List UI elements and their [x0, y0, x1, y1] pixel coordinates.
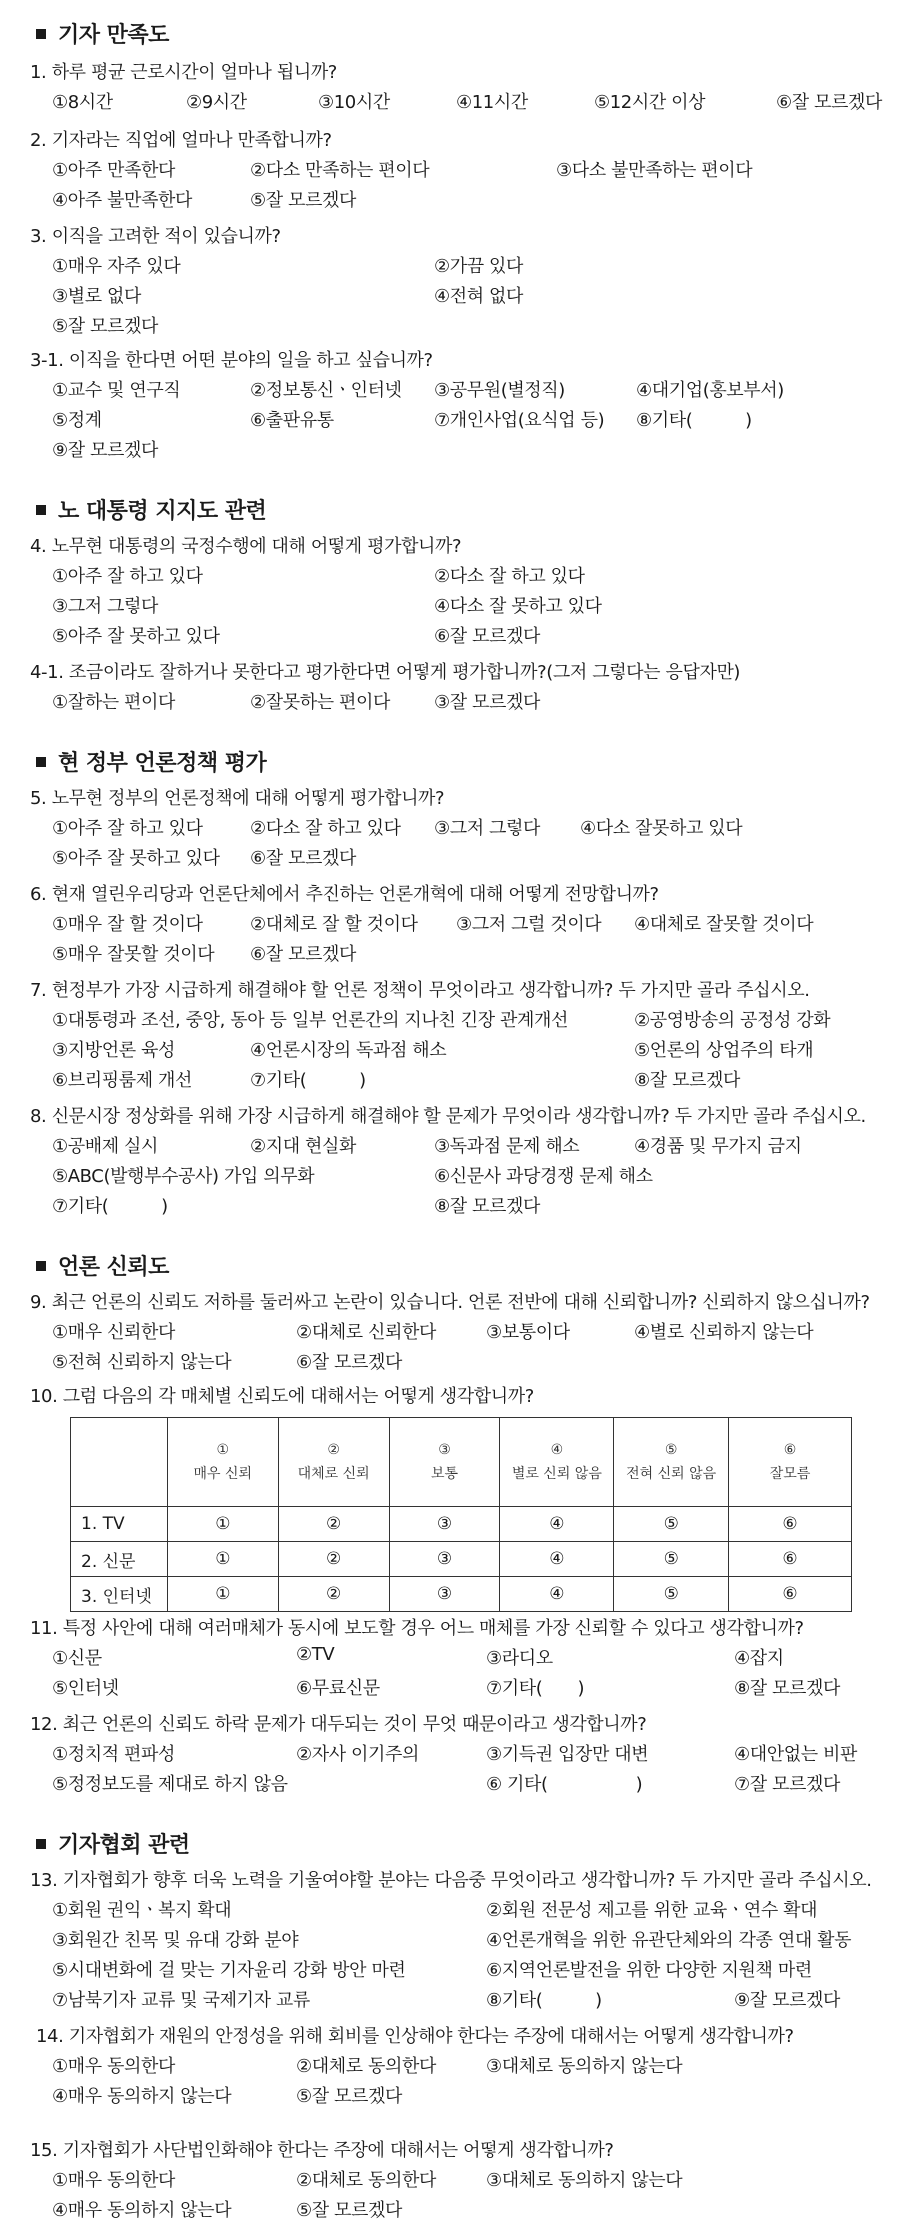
question-10: 10. 그럼 다음의 각 매체별 신뢰도에 대해서는 어떻게 생각합니까?	[30, 1386, 534, 1407]
q14-option[interactable]: ①매우 동의한다	[52, 2056, 175, 2077]
q3-option[interactable]: ③별로 없다	[52, 286, 142, 307]
q12-option[interactable]: ②자사 이기주의	[296, 1744, 419, 1765]
table-row	[71, 1577, 852, 1612]
col-header-3: ③ 보통	[389, 1418, 500, 1507]
col-header-2: ② 대체로 신뢰	[278, 1418, 389, 1507]
table-cell-mark[interactable]: ③	[389, 1507, 500, 1542]
q3-1-option[interactable]: ⑥출판유통	[250, 410, 334, 431]
q4-option[interactable]: ①아주 잘 하고 있다	[52, 566, 203, 587]
q12-option[interactable]: ③기득권 입장만 대변	[486, 1744, 649, 1765]
square-bullet-icon	[36, 757, 46, 767]
table-cell-mark[interactable]: ④	[500, 1542, 614, 1577]
q11-option[interactable]: ⑧잘 모르겠다	[734, 1678, 840, 1699]
q7-option[interactable]: ①대통령과 조선, 중앙, 동아 등 일부 언론간의 지나친 긴장 관계개선	[52, 1010, 568, 1031]
q13-option[interactable]: ②회원 전문성 제고를 위한 교육ㆍ연수 확대	[486, 1900, 818, 1921]
row-label-newspaper: 2. 신문	[71, 1542, 168, 1577]
table-cell-mark[interactable]: ⑥	[729, 1542, 852, 1577]
q3-1-option[interactable]: ⑦개인사업(요식업 등)	[434, 410, 605, 431]
row-label-tv: 1. TV	[71, 1507, 168, 1542]
question-13: 13. 기자협회가 향후 더욱 노력을 기울여야할 분야는 다음중 무엇이라고 생각합니까? 두 가지만 골라 주십시오.	[30, 1870, 872, 1891]
q8-option[interactable]: ⑤ABC(발행부수공사) 가입 의무화	[52, 1166, 315, 1187]
table-corner-cell	[71, 1418, 168, 1507]
col-header-6: ⑥ 잘모름	[729, 1418, 852, 1507]
q3-1-option[interactable]: ⑧기타( )	[636, 410, 752, 431]
q13-option[interactable]: ⑥지역언론발전을 위한 다양한 지원책 마련	[486, 1960, 812, 1981]
q3-1-option[interactable]: ②정보통신ㆍ인터넷	[250, 380, 402, 401]
q12-option[interactable]: ⑤정정보도를 제대로 하지 않음	[52, 1774, 288, 1795]
q11-option[interactable]: ①신문	[52, 1648, 102, 1669]
q1-option[interactable]: ⑥잘 모르겠다	[776, 92, 882, 113]
q6-option[interactable]: ④대체로 잘못할 것이다	[634, 914, 814, 935]
row-label-internet: 3. 인터넷	[71, 1577, 168, 1612]
q14-option[interactable]: ④매우 동의하지 않는다	[52, 2086, 232, 2107]
q3-option[interactable]: ⑤잘 모르겠다	[52, 316, 158, 337]
q1-option[interactable]: ①8시간	[52, 92, 113, 113]
question-14: 14. 기자협회가 재원의 안정성을 위해 회비를 인상해야 한다는 주장에 대해서는 어떻게 생각합니까?	[36, 2026, 794, 2047]
col-header-4: ④ 별로 신뢰 않음	[500, 1418, 614, 1507]
q7-option[interactable]: ⑤언론의 상업주의 타개	[634, 1040, 814, 1061]
section-title-satisfaction: 기자 만족도	[36, 18, 169, 49]
q1-option[interactable]: ⑤12시간 이상	[594, 92, 706, 113]
q9-option[interactable]: ⑤전혀 신뢰하지 않는다	[52, 1352, 232, 1373]
q11-option[interactable]: ③라디오	[486, 1648, 553, 1669]
q9-option[interactable]: ③보통이다	[486, 1322, 570, 1343]
q11-option[interactable]: ⑦기타( )	[486, 1678, 585, 1699]
q12-option[interactable]: ①정치적 편파성	[52, 1744, 175, 1765]
q2-option[interactable]: ③다소 불만족하는 편이다	[556, 160, 753, 181]
square-bullet-icon	[36, 1839, 46, 1849]
square-bullet-icon	[36, 29, 46, 39]
q15-option[interactable]: ②대체로 동의한다	[296, 2170, 436, 2191]
table-cell-mark[interactable]: ①	[167, 1507, 278, 1542]
question-7: 7. 현정부가 가장 시급하게 해결해야 할 언론 정책이 무엇이라고 생각합니까? 두 가지만 골라 주십시오.	[30, 980, 810, 1001]
table-cell-mark[interactable]: ①	[167, 1577, 278, 1612]
q15-option[interactable]: ④매우 동의하지 않는다	[52, 2200, 232, 2221]
q11-option[interactable]: ⑥무료신문	[296, 1678, 380, 1699]
q4-1-option[interactable]: ③잘 모르겠다	[434, 692, 540, 713]
question-8: 8. 신문시장 정상화를 위해 가장 시급하게 해결해야 할 문제가 무엇이라 생각합니까? 두 가지만 골라 주십시오.	[30, 1106, 866, 1127]
q2-option[interactable]: ②다소 만족하는 편이다	[250, 160, 430, 181]
q14-option[interactable]: ②대체로 동의한다	[296, 2056, 436, 2077]
q15-option[interactable]: ⑤잘 모르겠다	[296, 2200, 402, 2221]
q11-option[interactable]: ④잡지	[734, 1648, 784, 1669]
q13-option[interactable]: ⑨잘 모르겠다	[734, 1990, 840, 2011]
col-header-1: ① 매우 신뢰	[167, 1418, 278, 1507]
q4-1-option[interactable]: ①잘하는 편이다	[52, 692, 175, 713]
q8-option[interactable]: ⑥신문사 과당경쟁 문제 해소	[434, 1166, 653, 1187]
square-bullet-icon	[36, 1261, 46, 1271]
question-11: 11. 특정 사안에 대해 여러매체가 동시에 보도할 경우 어느 매체를 가장 신뢰할 수 있다고 생각합니까?	[30, 1618, 804, 1639]
q13-option[interactable]: ⑦남북기자 교류 및 국제기자 교류	[52, 1990, 310, 2011]
question-4: 4. 노무현 대통령의 국정수행에 대해 어떻게 평가합니까?	[30, 536, 462, 557]
q3-1-option[interactable]: ③공무원(별정직)	[434, 380, 565, 401]
q4-option[interactable]: ⑤아주 잘 못하고 있다	[52, 626, 220, 647]
question-6: 6. 현재 열린우리당과 언론단체에서 추진하는 언론개혁에 대해 어떻게 전망합니까?	[30, 884, 659, 905]
question-9: 9. 최근 언론의 신뢰도 저하를 둘러싸고 논란이 있습니다. 언론 전반에 대해 신뢰합니까? 신뢰하지 않으십니까?	[30, 1292, 870, 1313]
q4-option[interactable]: ⑥잘 모르겠다	[434, 626, 540, 647]
q5-option[interactable]: ①아주 잘 하고 있다	[52, 818, 203, 839]
q5-option[interactable]: ⑥잘 모르겠다	[250, 848, 356, 869]
q13-option[interactable]: ①회원 권익ㆍ복지 확대	[52, 1900, 232, 1921]
q9-option[interactable]: ⑥잘 모르겠다	[296, 1352, 402, 1373]
q4-option[interactable]: ④다소 잘 못하고 있다	[434, 596, 602, 617]
q7-option[interactable]: ⑧잘 모르겠다	[634, 1070, 740, 1091]
q4-option[interactable]: ③그저 그렇다	[52, 596, 158, 617]
q9-option[interactable]: ④별로 신뢰하지 않는다	[634, 1322, 814, 1343]
q1-option[interactable]: ④11시간	[456, 92, 528, 113]
table-cell-mark[interactable]: ⑥	[729, 1507, 852, 1542]
question-3: 3. 이직을 고려한 적이 있습니까?	[30, 226, 281, 247]
table-cell-mark[interactable]: ③	[389, 1542, 500, 1577]
q3-1-option[interactable]: ⑤정계	[52, 410, 102, 431]
square-bullet-icon	[36, 505, 46, 515]
q6-option[interactable]: ①매우 잘 할 것이다	[52, 914, 203, 935]
q8-option[interactable]: ②지대 현실화	[250, 1136, 356, 1157]
question-5: 5. 노무현 정부의 언론정책에 대해 어떻게 평가합니까?	[30, 788, 445, 809]
section-title-media-policy: 현 정부 언론정책 평가	[36, 746, 266, 777]
q13-option[interactable]: ⑤시대변화에 걸 맞는 기자윤리 강화 방안 마련	[52, 1960, 406, 1981]
q15-option[interactable]: ①매우 동의한다	[52, 2170, 175, 2191]
q9-option[interactable]: ②대체로 신뢰한다	[296, 1322, 436, 1343]
q15-option[interactable]: ③대체로 동의하지 않는다	[486, 2170, 683, 2191]
q4-option[interactable]: ②다소 잘 하고 있다	[434, 566, 585, 587]
q8-option[interactable]: ⑧잘 모르겠다	[434, 1196, 540, 1217]
q8-option[interactable]: ①공배제 실시	[52, 1136, 158, 1157]
table-cell-mark[interactable]: ②	[278, 1507, 389, 1542]
q7-option[interactable]: ④언론시장의 독과점 해소	[250, 1040, 447, 1061]
question-3-1: 3-1. 이직을 한다면 어떤 분야의 일을 하고 싶습니까?	[30, 350, 433, 371]
q2-option[interactable]: ⑤잘 모르겠다	[250, 190, 356, 211]
table-header-row	[71, 1418, 852, 1507]
table-cell-mark[interactable]: ③	[389, 1577, 500, 1612]
section-title-approval: 노 대통령 지지도 관련	[36, 494, 266, 525]
q8-option[interactable]: ③독과점 문제 해소	[434, 1136, 580, 1157]
q6-option[interactable]: ⑥잘 모르겠다	[250, 944, 356, 965]
table-row	[71, 1507, 852, 1542]
q3-option[interactable]: ①매우 자주 있다	[52, 256, 181, 277]
q5-option[interactable]: ③그저 그렇다	[434, 818, 540, 839]
table-cell-mark[interactable]: ⑤	[614, 1507, 729, 1542]
q13-option[interactable]: ④언론개혁을 위한 유관단체와의 각종 연대 활동	[486, 1930, 852, 1951]
q3-1-option[interactable]: ④대기업(홍보부서)	[636, 380, 784, 401]
table-cell-mark[interactable]: ④	[500, 1577, 614, 1612]
table-cell-mark[interactable]: ②	[278, 1577, 389, 1612]
q3-1-option[interactable]: ①교수 및 연구직	[52, 380, 181, 401]
q12-option[interactable]: ⑦잘 모르겠다	[734, 1774, 840, 1795]
table-cell-mark[interactable]: ①	[167, 1542, 278, 1577]
q1-option[interactable]: ③10시간	[318, 92, 390, 113]
q12-option[interactable]: ⑥ 기타( )	[486, 1774, 643, 1795]
media-trust-table	[70, 1417, 852, 1612]
table-row	[71, 1542, 852, 1577]
q6-option[interactable]: ②대체로 잘 할 것이다	[250, 914, 418, 935]
q6-option[interactable]: ③그저 그럴 것이다	[456, 914, 602, 935]
q13-option[interactable]: ⑧기타( )	[486, 1990, 602, 2011]
q7-option[interactable]: ⑦기타( )	[250, 1070, 366, 1091]
table-cell-mark[interactable]: ②	[278, 1542, 389, 1577]
question-2: 2. 기자라는 직업에 얼마나 만족합니까?	[30, 130, 332, 151]
question-1: 1. 하루 평균 근로시간이 얼마나 됩니까?	[30, 62, 337, 83]
col-header-5: ⑤ 전혀 신뢰 않음	[614, 1418, 729, 1507]
section-title-media-trust: 언론 신뢰도	[36, 1250, 169, 1281]
q4-1-option[interactable]: ②잘못하는 편이다	[250, 692, 390, 713]
section-title-association: 기자협회 관련	[36, 1828, 190, 1859]
table-cell-mark[interactable]: ④	[500, 1507, 614, 1542]
question-12: 12. 최근 언론의 신뢰도 하락 문제가 대두되는 것이 무엇 때문이라고 생각합니까?	[30, 1714, 647, 1735]
q2-option[interactable]: ④아주 불만족한다	[52, 190, 192, 211]
q7-option[interactable]: ③지방언론 육성	[52, 1040, 175, 1061]
q8-option[interactable]: ④경품 및 무가지 금지	[634, 1136, 802, 1157]
q1-option[interactable]: ②9시간	[186, 92, 247, 113]
question-15: 15. 기자협회가 사단법인화해야 한다는 주장에 대해서는 어떻게 생각합니까?	[30, 2140, 614, 2161]
table-cell-mark[interactable]: ⑤	[614, 1542, 729, 1577]
question-4-1: 4-1. 조금이라도 잘하거나 못한다고 평가한다면 어떻게 평가합니까?(그저 그렇다는 응답자만)	[30, 662, 741, 683]
q8-option[interactable]: ⑦기타( )	[52, 1196, 168, 1217]
q14-option[interactable]: ⑤잘 모르겠다	[296, 2086, 402, 2107]
q13-option[interactable]: ③회원간 친목 및 유대 강화 분야	[52, 1930, 299, 1951]
q12-option[interactable]: ④대안없는 비판	[734, 1744, 857, 1765]
q9-option[interactable]: ①매우 신뢰한다	[52, 1322, 175, 1343]
q3-option[interactable]: ②가끔 있다	[434, 256, 524, 277]
q2-option[interactable]: ①아주 만족한다	[52, 160, 175, 181]
q7-option[interactable]: ⑥브리핑룸제 개선	[52, 1070, 192, 1091]
q5-option[interactable]: ②다소 잘 하고 있다	[250, 818, 401, 839]
q11-option[interactable]: ②TV	[296, 1644, 335, 1665]
table-cell-mark[interactable]: ⑤	[614, 1577, 729, 1612]
q5-option[interactable]: ④다소 잘못하고 있다	[580, 818, 743, 839]
q6-option[interactable]: ⑤매우 잘못할 것이다	[52, 944, 215, 965]
q7-option[interactable]: ②공영방송의 공정성 강화	[634, 1010, 831, 1031]
q5-option[interactable]: ⑤아주 잘 못하고 있다	[52, 848, 220, 869]
table-cell-mark[interactable]: ⑥	[729, 1577, 852, 1612]
q14-option[interactable]: ③대체로 동의하지 않는다	[486, 2056, 683, 2077]
q3-1-option[interactable]: ⑨잘 모르겠다	[52, 440, 158, 461]
q3-option[interactable]: ④전혀 없다	[434, 286, 524, 307]
q11-option[interactable]: ⑤인터넷	[52, 1678, 119, 1699]
